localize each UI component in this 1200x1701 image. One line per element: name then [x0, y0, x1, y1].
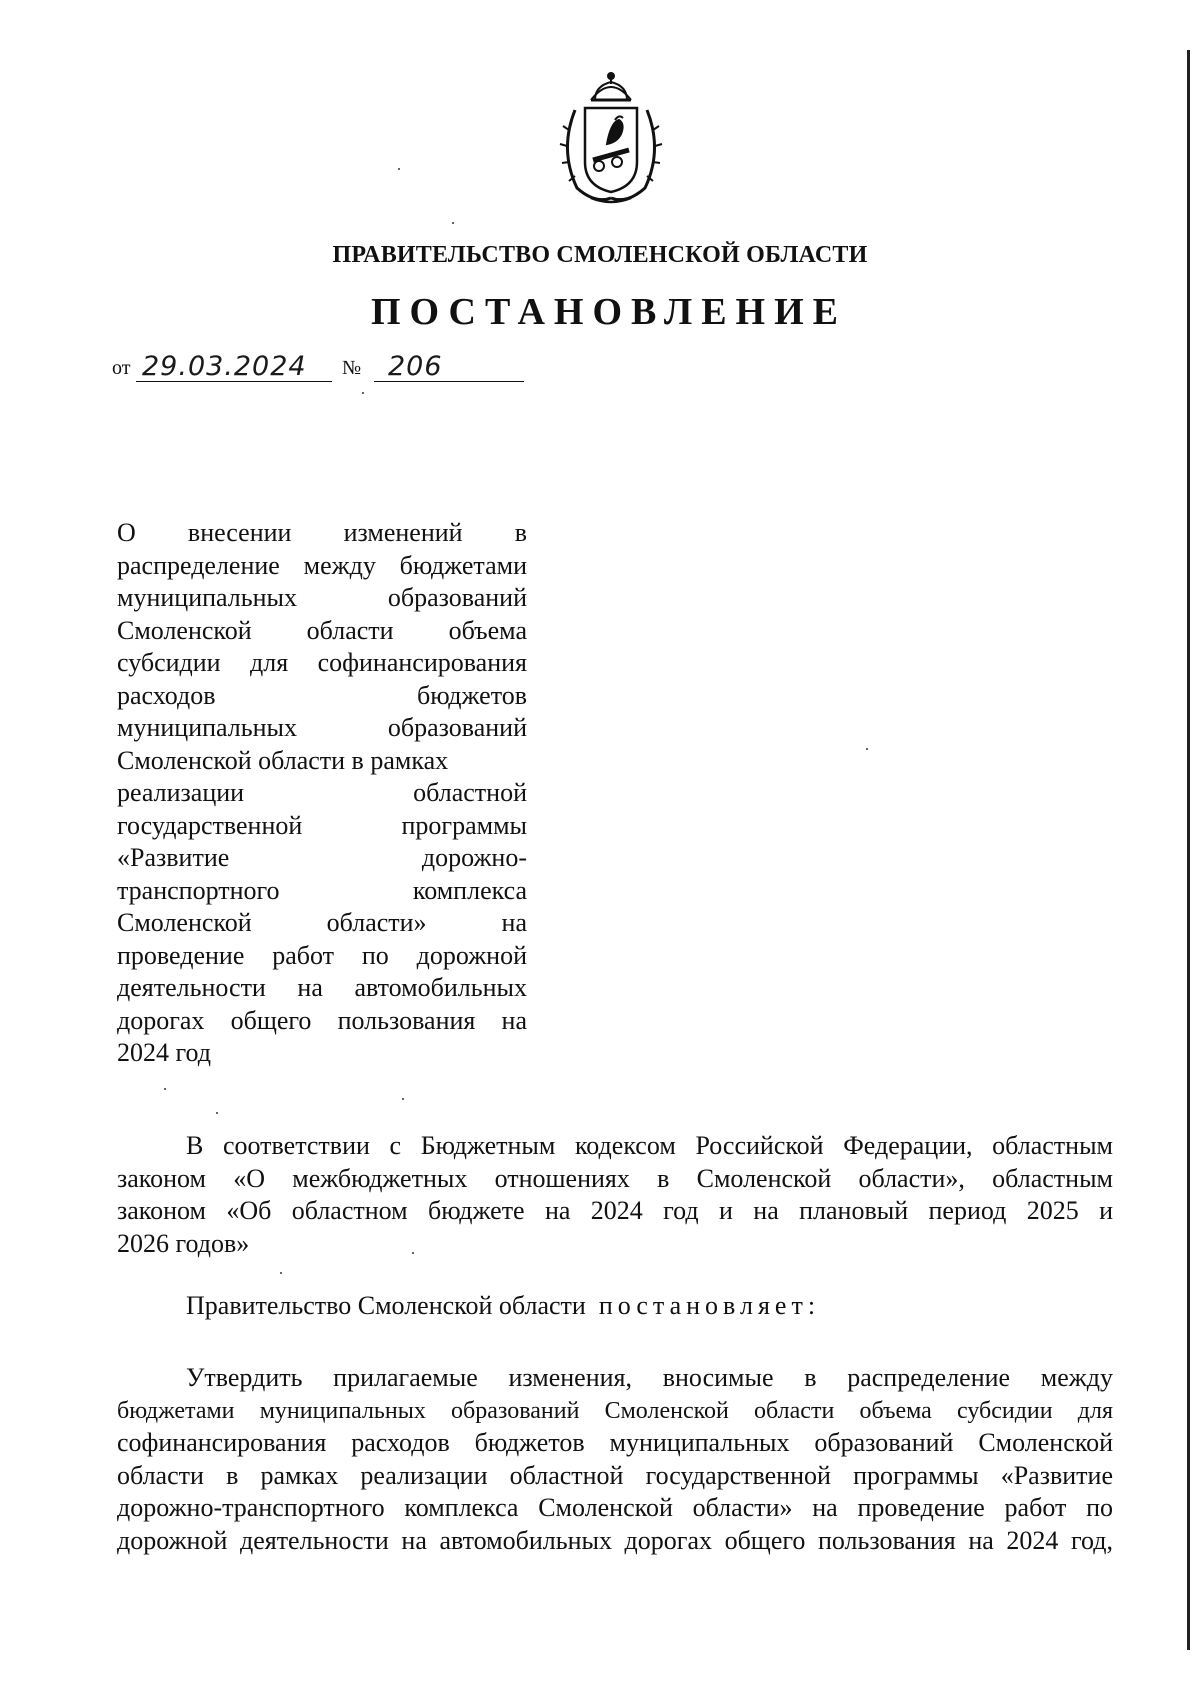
scan-speck: [402, 1098, 404, 1100]
paragraph-line: дорожной деятельности на автомобильных дорогах общего пользования на 2024 год,: [117, 1525, 1113, 1555]
subject-line: Смоленской области в рамках: [117, 745, 449, 775]
subject-line: дорогах общего пользования на: [117, 1005, 527, 1035]
subject-line: расходов бюджетов: [117, 680, 527, 710]
organization-title: ПРАВИТЕЛЬСТВО СМОЛЕНСКОЙ ОБЛАСТИ: [332, 242, 868, 268]
preamble-paragraph: [117, 1130, 1113, 1260]
resolution-line: [117, 1290, 1113, 1323]
number-label: №: [342, 357, 362, 379]
subject-line: Смоленской области объема: [117, 615, 527, 645]
subject-line: «Развитие дорожно-: [117, 843, 527, 872]
paragraph-line: законом «Об областном бюджете на 2024 год и на плановый период 2025 и: [117, 1196, 1113, 1225]
resolution-text: [117, 1290, 1113, 1323]
subject-line: О внесении изменений в: [117, 518, 527, 547]
scan-speck: [412, 1252, 414, 1254]
scan-speck: [280, 1272, 282, 1274]
subject-line: муниципальных образований: [117, 713, 527, 742]
paragraph-line: 2026 годов»: [117, 1228, 250, 1258]
subject-line: государственной программы: [117, 810, 527, 840]
scan-speck: [362, 392, 364, 394]
scan-speck: [866, 748, 868, 750]
subject-line: реализации областной: [117, 778, 527, 807]
paragraph-line: законом «О межбюджетных отношениях в Смоленской области», областным: [117, 1163, 1113, 1193]
subject-line: деятельности на автомобильных: [117, 973, 527, 1002]
document-subject: [117, 517, 527, 1070]
resolution-verb: постановляет:: [598, 1291, 821, 1320]
date-number-line: [112, 352, 532, 386]
handwritten-date: 29.03.2024: [142, 351, 307, 382]
paragraph-line: области в рамках реализации областной государственной программы «Развитие: [117, 1460, 1113, 1490]
decision-paragraph: [117, 1362, 1113, 1557]
subject-line: проведение работ по дорожной: [117, 940, 527, 970]
subject-line: муниципальных образований: [117, 583, 527, 612]
scan-speck: [398, 168, 400, 170]
paragraph-line: бюджетами муниципальных образований Смоленской области объема субсидии для: [117, 1397, 1113, 1424]
subject-line: транспортного комплекса: [117, 875, 527, 905]
scan-speck: [216, 1112, 218, 1114]
paragraph-line: В соответствии с Бюджетным кодексом Российской Федерации, областным: [186, 1131, 1113, 1160]
paragraph-line: софинансирования расходов бюджетов муниципальных образований Смоленской: [117, 1428, 1113, 1457]
subject-line: распределение между бюджетами: [117, 550, 527, 580]
resolution-subject: Правительство Смоленской области: [186, 1291, 586, 1320]
date-prefix: от: [112, 357, 131, 379]
handwritten-number: 206: [388, 351, 443, 382]
scan-edge-line: [1187, 50, 1190, 1650]
paragraph-line: Утвердить прилагаемые изменения, вносимые в распределение между: [186, 1363, 1113, 1392]
subject-line: 2024 год: [117, 1038, 211, 1067]
subject-line: Смоленской области» на: [117, 908, 527, 937]
scan-speck: [452, 222, 454, 224]
coat-of-arms-emblem: [555, 70, 667, 206]
scan-speck: [164, 1088, 166, 1090]
document-type-title: ПОСТАНОВЛЕНИЕ: [370, 291, 848, 333]
subject-line: субсидии для софинансирования: [117, 648, 527, 677]
paragraph-line: дорожно-транспортного комплекса Смоленской области» на проведение работ по: [117, 1493, 1113, 1522]
